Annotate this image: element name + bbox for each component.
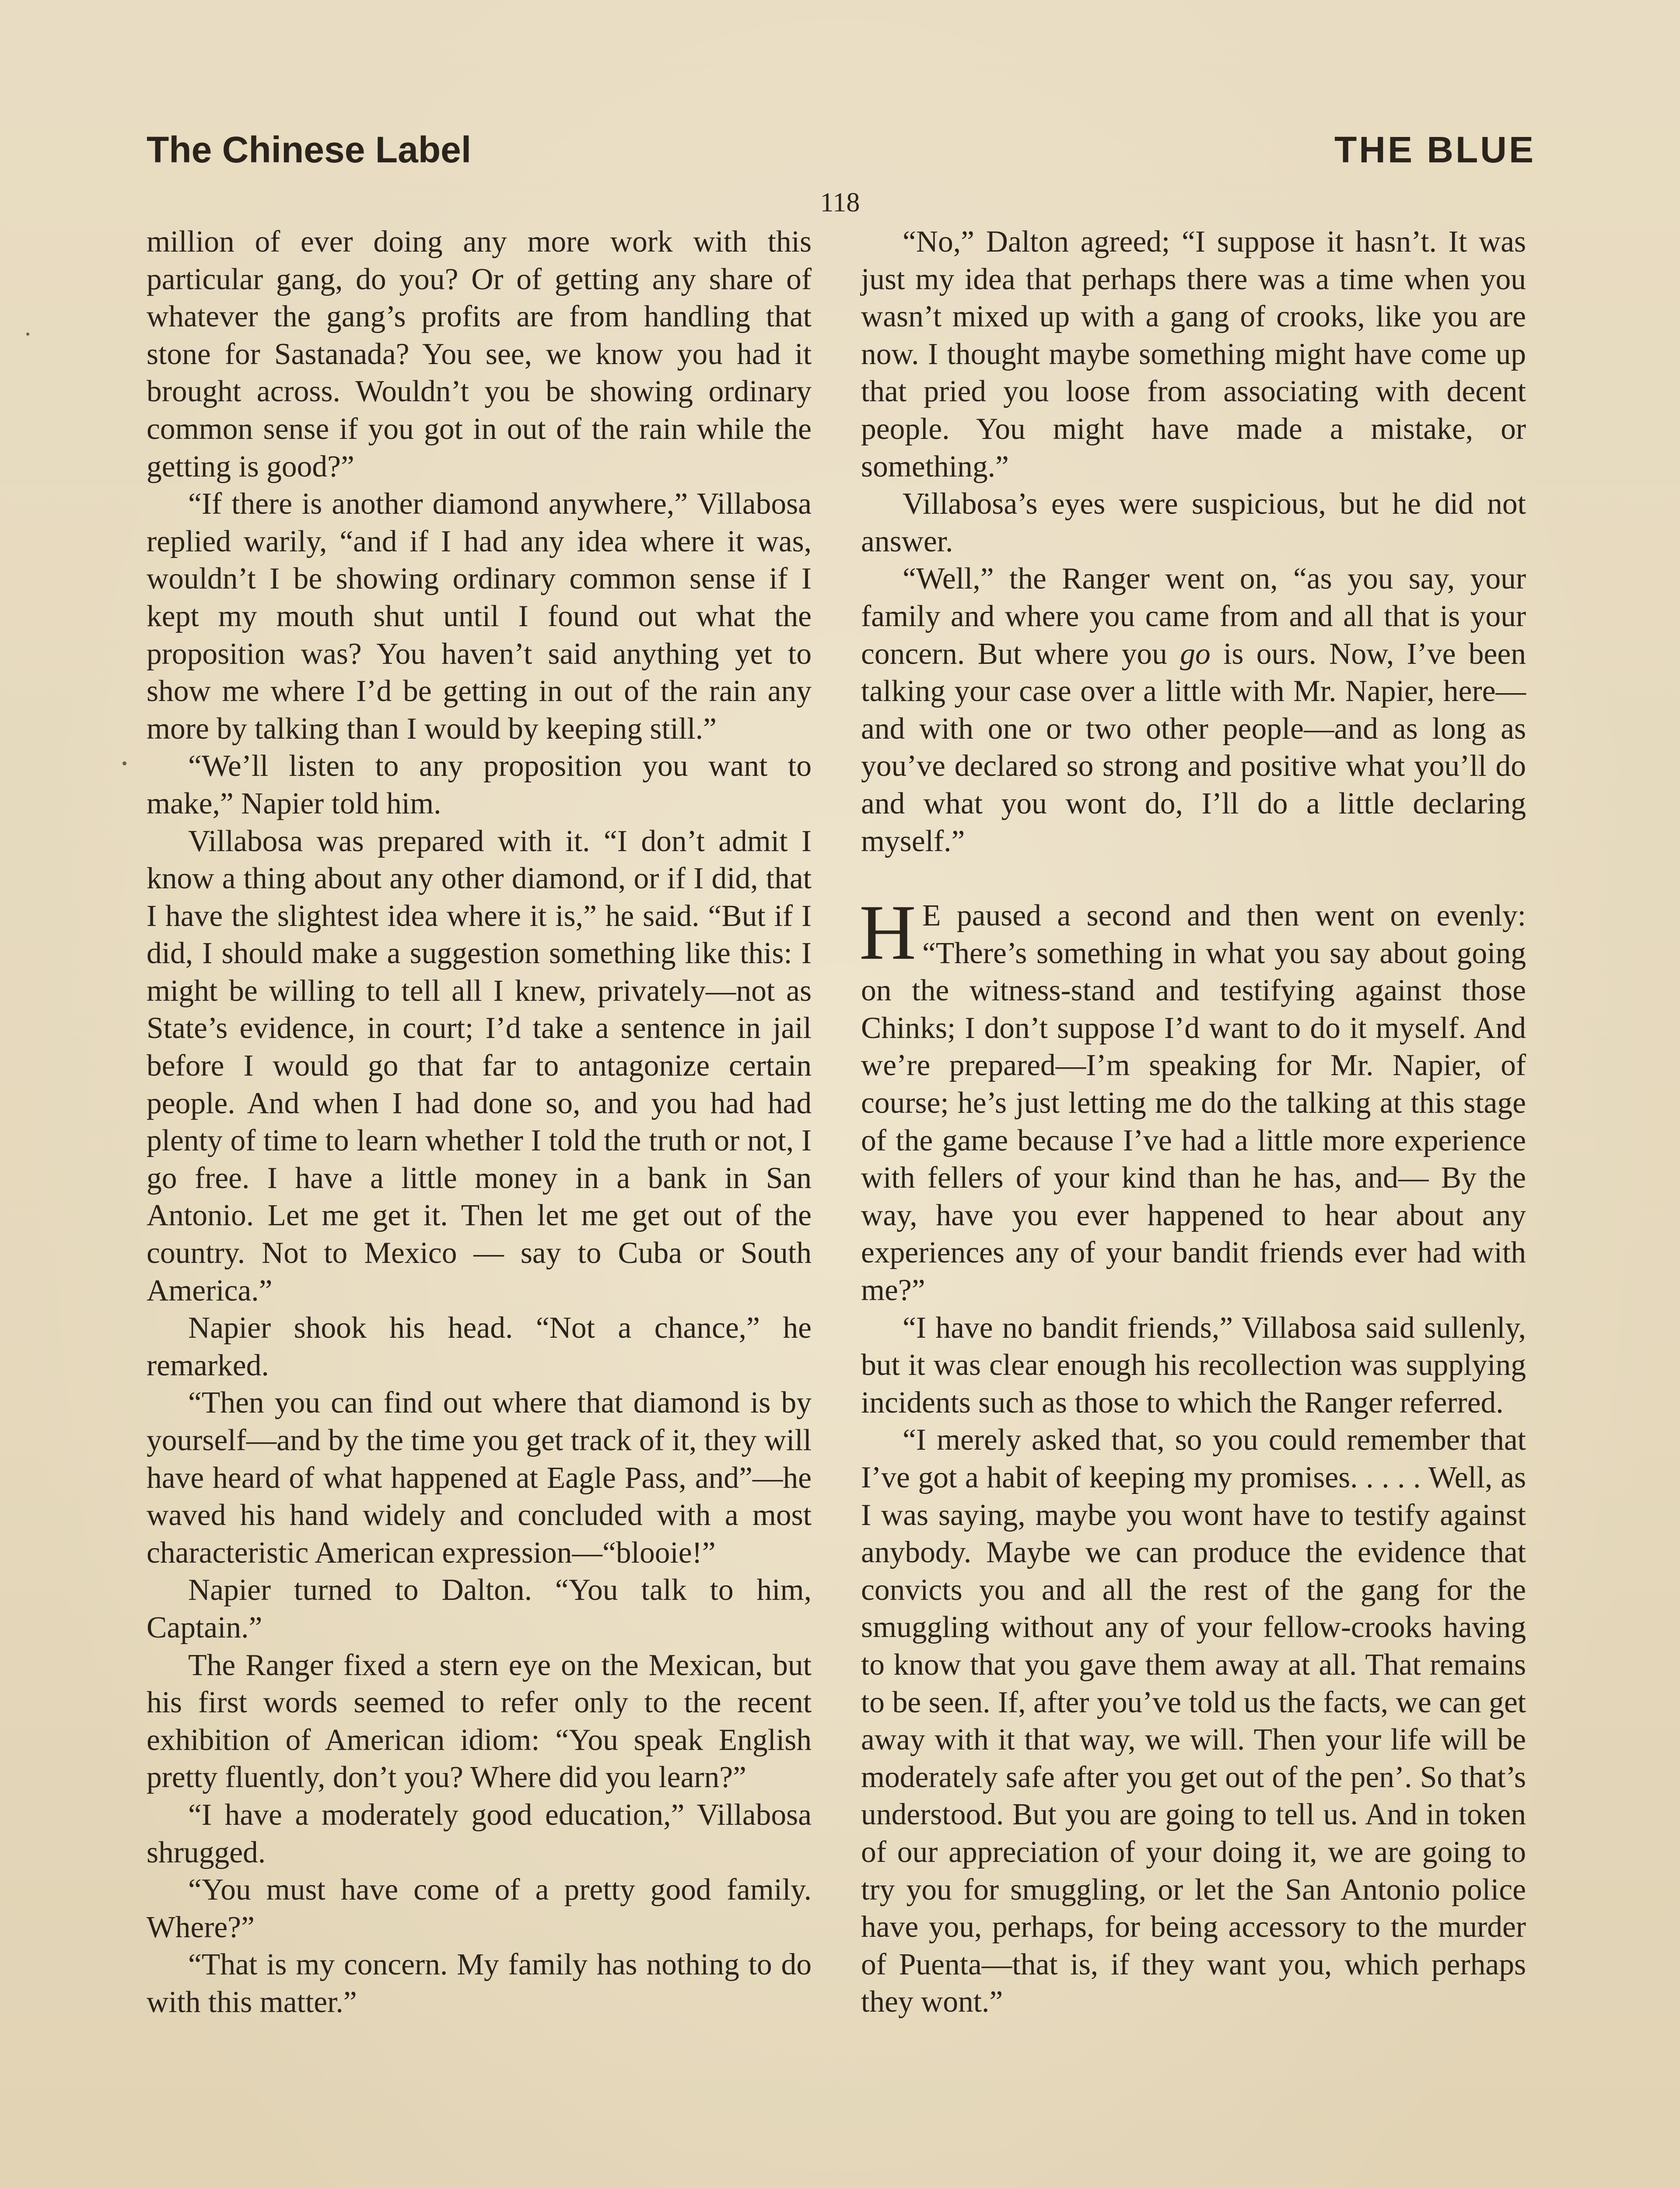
left-text-column — [147, 223, 812, 2021]
paragraph: “I have a moderately good education,” Villabosa shrugged. — [147, 1798, 812, 1869]
emphasized-word: go — [1180, 637, 1211, 671]
paragraph: “You must have come of a pretty good family. Where?” — [147, 1873, 812, 1944]
paragraph-text: E paused a second and then went on evenly: “There’s something in what you say about going on the witness-stand and testifying against those Chinks; I don’t suppose I’d want to do it myself. And we’re prepared—I’m speaking for Mr. Napier, of course; he’s just letting me do the talking at this stage of the game because I’ve had a little more experience with fellers of your kind than he has, and— By the way, have you ever happened to hear about any experiences any of your bandit friends ever had with me?” — [861, 899, 1526, 1308]
paragraph-with-drop-cap — [859, 889, 1526, 1309]
paragraph: “I merely asked that, so you could remember that I’ve got a habit of keeping my promises. . . . . Well, as I was saying, maybe you wont have to testify against anybody. Maybe we can produce the evidence that convicts you and all the rest of the gang for the smuggling without any of your fellow-crooks having to know that you gave them away at all. That remains to be seen. If, after you’ve told us the facts, we can get away with it that way, we will. Then your life will be moderately safe after you get out of the pen’. So that’s understood. But you are going to tell us. And in token of our appreciation of your doing it, we are going to try you for smuggling, or let the San Antonio police have you, perhaps, for being accessory to the murder of Puenta—that is, if they want you, which perhaps they wont.” — [861, 1423, 1526, 2019]
paragraph: “I have no bandit friends,” Villabosa said sullenly, but it was clear enough his recollection was supplying incidents such as those to which the Ranger referred. — [861, 1311, 1526, 1420]
paragraph-text-before: “Well,” the Ranger went on, “as you say, your family and where you came from and all that is your concern. But where you — [861, 562, 1526, 671]
right-text-column — [861, 223, 1526, 2021]
paragraph-with-emphasis — [861, 560, 1526, 860]
page-number: 118 — [820, 188, 860, 217]
paragraph: Villabosa was prepared with it. “I don’t admit I know a thing about any other diamond, or if I did, that I have the slightest idea where it is,” he said. “But if I did, I should make a suggestion something like this: I might be willing to tell all I knew, privately—not as State’s evidence, in court; I’d take a sentence in jail before I would go that far to antagonize certain people. And when I had done so, and you had had plenty of time to learn whether I told the truth or not, I go free. I have a little money in a bank in San Antonio. Let me get it. Then let me get out of the country. Not to Mexico — say to Cuba or South America.” — [147, 824, 812, 1308]
paragraph: “That is my concern. My family has nothing to do with this matter.” — [147, 1948, 812, 2019]
paragraph: Villabosa’s eyes were suspicious, but he did not answer. — [861, 487, 1526, 558]
drop-cap-letter: H — [859, 889, 916, 976]
paragraph: million of ever doing any more work with this particular gang, do you? Or of getting any share of whatever the gang’s profits are from handling that stone for Sastanada? You see, we know you had it brought across. Wouldn’t you be showing ordinary common sense if you got in out of the rain while the getting is good?” — [147, 225, 812, 484]
paragraph: “If there is another diamond anywhere,” Villabosa replied warily, “and if I had any idea where it was, wouldn’t I be showing ordinary common sense if I kept my mouth shut until I found out what the proposition was? You haven’t said anything yet to show me where I’d be getting in out of the rain any more by talking than I would by keeping still.” — [147, 487, 812, 746]
paragraph: “We’ll listen to any proposition you want to make,” Napier told him. — [147, 749, 812, 820]
magazine-title-header: THE BLUE — [1334, 129, 1536, 170]
paragraph: Napier turned to Dalton. “You talk to him, Captain.” — [147, 1573, 812, 1645]
paragraph: Napier shook his head. “Not a chance,” he remarked. — [147, 1311, 812, 1382]
paper-speck — [122, 761, 126, 765]
paper-speck — [26, 333, 29, 336]
story-title-header: The Chinese Label — [147, 129, 472, 170]
paragraph: “Then you can find out where that diamond is by yourself—and by the time you get track of it, they will have heard of what happened at Eagle Pass, and”—he waved his hand widely and concluded with a most characteristic American expression—“blooie!” — [147, 1386, 812, 1570]
paragraph: The Ranger fixed a stern eye on the Mexican, but his first words seemed to refer only to the recent exhibition of American idiom: “You speak English pretty fluently, don’t you? Where did you learn?” — [147, 1648, 812, 1795]
paragraph: “No,” Dalton agreed; “I suppose it hasn’t. It was just my idea that perhaps there was a time when you wasn’t mixed up with a gang of crooks, like you are now. I thought maybe something might have come up that pried you loose from associating with decent people. You might have made a mistake, or something.” — [861, 225, 1526, 484]
paragraph-text-after: is ours. Now, I’ve been talking your case over a little with Mr. Napier, here—and with one or two other people—and as long as you’ve declared so strong and positive what you’ll do and what you wont do, I’ll do a little declaring myself.” — [861, 637, 1526, 858]
